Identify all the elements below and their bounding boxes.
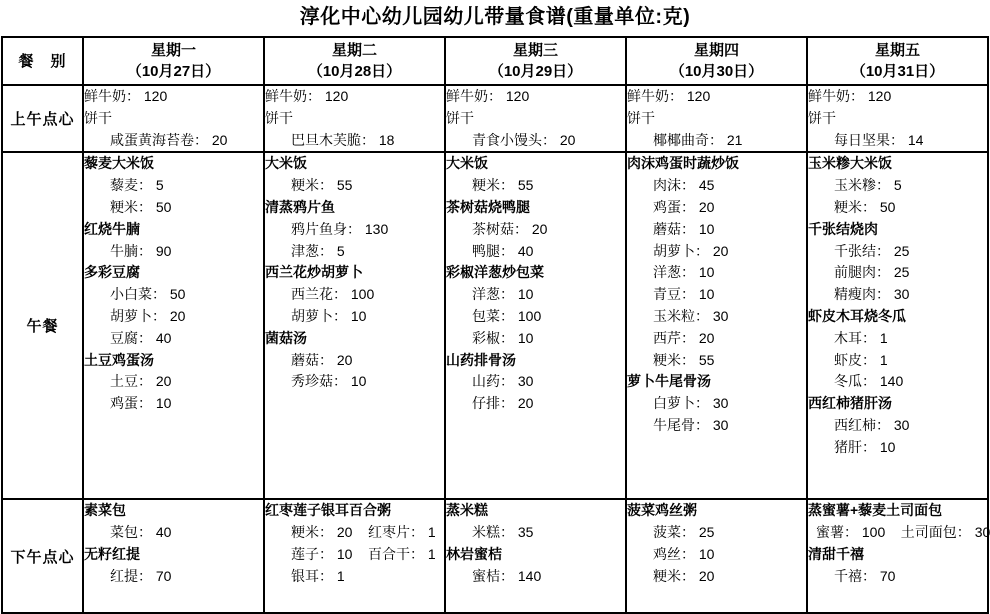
dish-name: 蒸蜜薯+藜麦土司面包	[808, 502, 943, 519]
menu-cell-day-4	[626, 499, 807, 613]
menu-cell-day-5	[807, 85, 988, 152]
ingredient-line: 椰椰曲奇： 21	[653, 131, 743, 148]
header-day-3	[445, 37, 626, 85]
ingredient-line: 前腿肉： 25	[834, 264, 910, 281]
ingredient-line: 菠菜： 25	[653, 524, 715, 541]
ingredient-line: 胡萝卜： 20	[653, 242, 729, 259]
dish-name: 素菜包	[84, 502, 126, 519]
menu-cell-day-5	[807, 499, 988, 613]
ingredient-line: 虾皮： 1	[834, 351, 888, 368]
menu-cell-day-3	[445, 152, 626, 499]
ingredient-line: 包菜： 100	[472, 307, 542, 324]
menu-cell-day-4	[626, 152, 807, 499]
dish-name: 萝卜牛尾骨汤	[627, 373, 711, 390]
ingredient-line: 胡萝卜： 20	[110, 307, 186, 324]
menu-cell-day-2	[264, 85, 445, 152]
meal-row-2	[2, 152, 988, 499]
day-name: 星期五	[874, 42, 920, 59]
day-date: （10月30日）	[669, 63, 764, 80]
dish-name: 藜麦大米饭	[84, 155, 154, 172]
ingredient-line: 蜜薯： 100 土司面包： 30	[816, 524, 990, 541]
menu-cell-day-3	[445, 85, 626, 152]
dish-name: 千张结烧肉	[808, 220, 878, 237]
dish-name: 虾皮木耳烧冬瓜	[808, 307, 906, 324]
ingredient-line: 白萝卜： 30	[653, 395, 729, 412]
menu-cell-day-3	[445, 499, 626, 613]
dish-name: 菠菜鸡丝粥	[627, 502, 697, 519]
ingredient-line: 鸭腿： 40	[472, 242, 534, 259]
meal-label: 上午点心	[2, 85, 83, 152]
ingredient-line: 咸蛋黄海苔卷： 20	[110, 131, 228, 148]
dish-name: 无籽红提	[84, 545, 140, 562]
dish-name: 清蒸鸦片鱼	[265, 198, 335, 215]
ingredient-line: 莲子： 10 百合干： 1	[291, 545, 436, 562]
dish-name: 土豆鸡蛋汤	[84, 351, 154, 368]
ingredient-line: 蘑菇： 10	[653, 220, 715, 237]
dish-name: 西红柿猪肝汤	[808, 395, 892, 412]
ingredient-line: 冬瓜： 140	[834, 373, 904, 390]
dish-name: 彩椒洋葱炒包菜	[446, 264, 544, 281]
ingredient-line: 津葱： 5	[291, 242, 345, 259]
ingredient-line: 千张结： 25	[834, 242, 910, 259]
ingredient-line: 鸡丝： 10	[653, 545, 715, 562]
ingredient-line: 木耳： 1	[834, 329, 888, 346]
ingredient-line: 鲜牛奶： 120	[265, 88, 349, 104]
menu-cell-day-1	[83, 85, 264, 152]
ingredient-line: 巴旦木芙脆： 18	[291, 131, 395, 148]
dish-name: 红烧牛腩	[84, 220, 140, 237]
header-day-4	[626, 37, 807, 85]
dish-name: 西兰花炒胡萝卜	[265, 264, 363, 281]
day-name: 星期四	[693, 42, 739, 59]
menu-cell-day-1	[83, 152, 264, 499]
ingredient-line: 鲜牛奶： 120	[84, 88, 168, 104]
menu-cell-day-2	[264, 152, 445, 499]
ingredient-line: 鸡蛋： 20	[653, 198, 715, 215]
ingredient-line: 西兰花： 100	[291, 286, 375, 303]
dish-name: 蒸米糕	[446, 502, 488, 519]
day-date: （10月27日）	[126, 63, 221, 80]
ingredient-line: 粳米： 50	[834, 198, 896, 215]
dish-name: 肉沫鸡蛋时蔬炒饭	[627, 155, 739, 172]
ingredient-line: 鸡蛋： 10	[110, 395, 172, 412]
page-title: 淳化中心幼儿园幼儿带量食谱(重量单位:克)	[299, 6, 691, 28]
ingredient-line: 菜包： 40	[110, 524, 172, 541]
ingredient-line: 山药： 30	[472, 373, 534, 390]
day-date: （10月31日）	[850, 63, 945, 80]
ingredient-line: 小白菜： 50	[110, 286, 186, 303]
ingredient-line: 猪肝： 10	[834, 438, 896, 455]
ingredient-line: 粳米： 55	[291, 177, 353, 194]
ingredient-line: 饼干	[265, 109, 293, 126]
ingredient-line: 青食小馒头： 20	[472, 131, 576, 148]
ingredient-line: 茶树菇： 20	[472, 220, 548, 237]
ingredient-line: 粳米： 20 红枣片： 1	[291, 524, 436, 541]
day-date: （10月28日）	[307, 63, 402, 80]
ingredient-line: 米糕： 35	[472, 524, 534, 541]
ingredient-line: 玉米糁： 5	[834, 177, 902, 194]
ingredient-line: 精瘦肉： 30	[834, 286, 910, 303]
ingredient-line: 鸦片鱼身： 130	[291, 220, 389, 237]
ingredient-line: 银耳： 1	[291, 567, 345, 584]
meal-label: 午餐	[2, 152, 83, 499]
ingredient-line: 西芹： 20	[653, 329, 715, 346]
meal-row-3	[2, 499, 988, 613]
dish-name: 林岩蜜桔	[446, 545, 502, 562]
ingredient-line: 红提： 70	[110, 567, 172, 584]
ingredient-line: 每日坚果： 14	[834, 131, 924, 148]
day-name: 星期二	[331, 42, 377, 59]
header-day-1	[83, 37, 264, 85]
day-date: （10月29日）	[488, 63, 583, 80]
dish-name: 山药排骨汤	[446, 351, 516, 368]
meal-row-1	[2, 85, 988, 152]
dish-name: 大米饭	[265, 155, 307, 172]
menu-cell-day-5	[807, 152, 988, 499]
day-name: 星期三	[512, 42, 558, 59]
ingredient-line: 西红柿： 30	[834, 416, 910, 433]
header-day-2	[264, 37, 445, 85]
ingredient-line: 饼干	[808, 109, 836, 126]
menu-cell-day-1	[83, 499, 264, 613]
ingredient-line: 鲜牛奶： 120	[627, 88, 711, 104]
ingredient-line: 粳米： 55	[472, 177, 534, 194]
ingredient-line: 牛尾骨： 30	[653, 416, 729, 433]
dish-name: 多彩豆腐	[84, 264, 140, 281]
ingredient-line: 饼干	[84, 109, 112, 126]
day-name: 星期一	[150, 42, 196, 59]
ingredient-line: 鲜牛奶： 120	[446, 88, 530, 104]
ingredient-line: 千禧： 70	[834, 567, 896, 584]
menu-cell-day-2	[264, 499, 445, 613]
dish-name: 茶树菇烧鸭腿	[446, 198, 530, 215]
ingredient-line: 粳米： 50	[110, 198, 172, 215]
menu-table	[1, 36, 989, 614]
dish-name: 红枣莲子银耳百合粥	[265, 502, 391, 519]
ingredient-line: 土豆： 20	[110, 373, 172, 390]
header-meal-type: 餐 别	[2, 37, 83, 85]
menu-cell-day-4	[626, 85, 807, 152]
ingredient-line: 蘑菇： 20	[291, 351, 353, 368]
meal-label: 下午点心	[2, 499, 83, 613]
ingredient-line: 豆腐： 40	[110, 329, 172, 346]
dish-name: 清甜千禧	[808, 545, 864, 562]
ingredient-line: 洋葱： 10	[472, 286, 534, 303]
ingredient-line: 鲜牛奶： 120	[808, 88, 892, 104]
ingredient-line: 青豆： 10	[653, 286, 715, 303]
ingredient-line: 仔排： 20	[472, 395, 534, 412]
ingredient-line: 彩椒： 10	[472, 329, 534, 346]
ingredient-line: 胡萝卜： 10	[291, 307, 367, 324]
ingredient-line: 牛腩： 90	[110, 242, 172, 259]
ingredient-line: 洋葱： 10	[653, 264, 715, 281]
ingredient-line: 肉沫： 45	[653, 177, 715, 194]
dish-name: 大米饭	[446, 155, 488, 172]
dish-name: 玉米糁大米饭	[808, 155, 892, 172]
ingredient-line: 秀珍菇： 10	[291, 373, 367, 390]
menu-body	[2, 85, 988, 613]
ingredient-line: 饼干	[627, 109, 655, 126]
ingredient-line: 玉米粒： 30	[653, 307, 729, 324]
ingredient-line: 粳米： 55	[653, 351, 715, 368]
ingredient-line: 粳米： 20	[653, 567, 715, 584]
header-day-5	[807, 37, 988, 85]
ingredient-line: 饼干	[446, 109, 474, 126]
ingredient-line: 藜麦： 5	[110, 177, 164, 194]
header-row	[2, 37, 988, 85]
ingredient-line: 蜜桔： 140	[472, 567, 542, 584]
dish-name: 菌菇汤	[265, 329, 307, 346]
